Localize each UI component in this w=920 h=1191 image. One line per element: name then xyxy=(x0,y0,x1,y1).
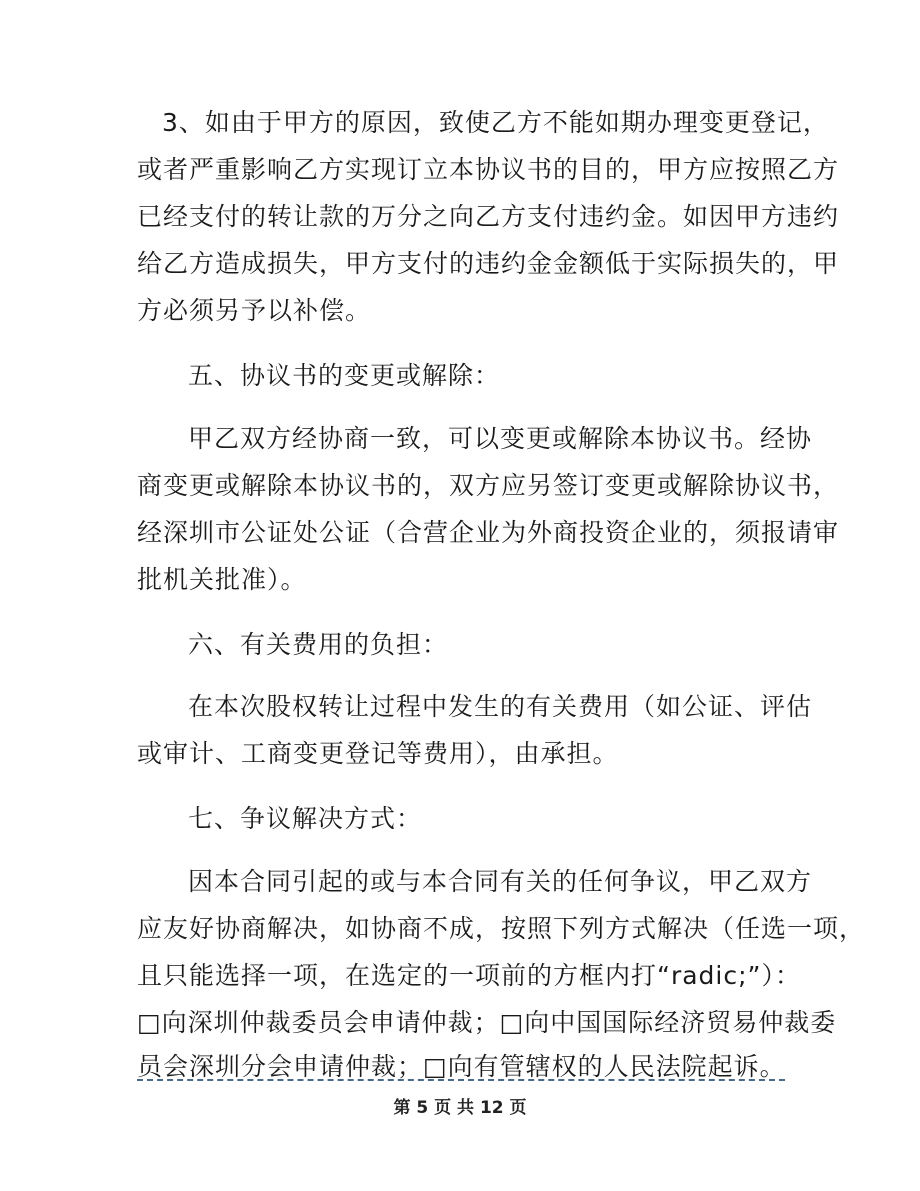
clause-3-line-2: 或者严重影响乙方实现订立本协议书的目的，甲方应按照乙方 xyxy=(137,155,840,184)
section-5-line-1: 甲乙双方经协商一致，可以变更或解除本协议书。经协 xyxy=(188,424,813,453)
section-7-line-3: 且只能选择一项，在选定的一项前的方框内打“radic;”）： xyxy=(137,961,801,990)
section-6-line-1: 在本次股权转让过程中发生的有关费用（如公证、评估 xyxy=(188,692,813,721)
section-7-line-4: □向深圳仲裁委员会申请仲裁；□向中国国际经济贸易仲裁委 xyxy=(137,1008,837,1037)
clause-3-line-3: 已经支付的转让款的万分之向乙方支付违约金。如因甲方违约 xyxy=(137,202,840,231)
clause-3-line-5: 方必须另予以补偿。 xyxy=(137,296,372,325)
section-7-line-2: 应友好协商解决，如协商不成，按照下列方式解决（任选一项， xyxy=(137,914,866,943)
footer-divider xyxy=(137,1079,785,1081)
section-6-line-2: 或审计、工商变更登记等费用），由承担。 xyxy=(137,739,619,768)
section-7-heading: 七、争议解决方式： xyxy=(188,804,423,833)
section-6-heading: 六、有关费用的负担： xyxy=(188,630,449,659)
section-7-line-1: 因本合同引起的或与本合同有关的任何争议，甲乙双方 xyxy=(188,867,813,896)
section-5-line-3: 经深圳市公证处公证（合营企业为外商投资企业的，须报请审 xyxy=(137,518,840,547)
section-7-line-5: 员会深圳分会申请仲裁；□向有管辖权的人民法院起诉。 xyxy=(137,1052,786,1081)
section-5-line-2: 商变更或解除本协议书的，双方应另签订变更或解除协议书， xyxy=(137,471,840,500)
clause-3-line-4: 给乙方造成损失，甲方支付的违约金金额低于实际损失的，甲 xyxy=(137,249,840,278)
section-5-heading: 五、协议书的变更或解除： xyxy=(188,361,501,390)
page-number: 第 5 页 共 12 页 xyxy=(393,1098,527,1118)
clause-3-line-1: 3、如由于甲方的原因，致使乙方不能如期办理变更登记， xyxy=(162,108,829,137)
section-5-line-4: 批机关批准）。 xyxy=(137,565,307,594)
